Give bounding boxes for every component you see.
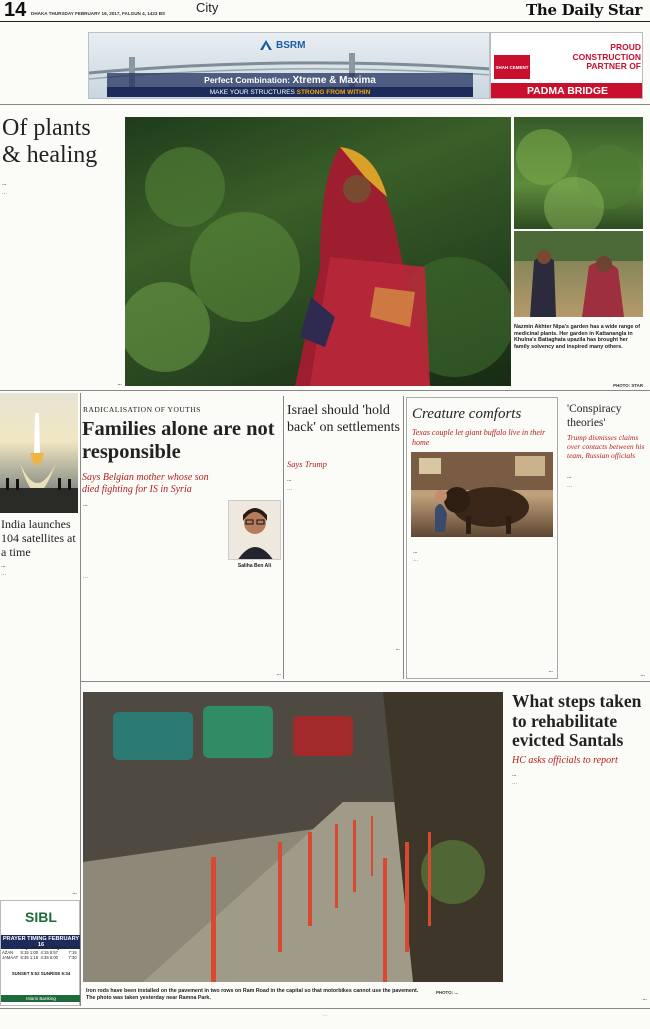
shah-copy-1: PROUD	[610, 42, 641, 52]
conspiracy-deck: Trump dismisses claims over contacts between his team, Russian officials	[567, 433, 645, 460]
prayer-cell: 4:35	[40, 955, 49, 960]
page-header	[0, 0, 650, 22]
israel-see-page: …	[395, 646, 400, 651]
section-title: City	[196, 0, 219, 15]
prayer-cell: AZAN	[2, 950, 14, 955]
lead-inset-photo-2	[514, 231, 643, 317]
conspiracy-body: …	[567, 483, 573, 489]
isro-see-page: …	[72, 890, 77, 895]
prayer-cell: 5:35	[20, 955, 29, 960]
radical-see-page: …	[276, 671, 281, 676]
lead-headline	[2, 115, 127, 169]
creature-see-page: …	[548, 668, 553, 673]
conspiracy-byline: …	[567, 474, 572, 479]
isro-body: …	[1, 571, 7, 577]
prayer-col-head: Zohr	[30, 945, 40, 950]
prayer-cell: 6:00	[49, 955, 59, 960]
conspiracy-see-page: …	[640, 672, 645, 677]
santals-deck: HC asks officials to report	[512, 755, 618, 766]
lead-byline: …	[2, 181, 7, 186]
bsrm-tagline-1-bold: Xtreme & Maxima	[292, 75, 376, 86]
garden-inset-1	[514, 117, 643, 229]
santals-see-page: …	[642, 996, 647, 1001]
prayer-col-head: Maghrib	[51, 945, 68, 950]
shah-cement-ad[interactable]	[490, 32, 643, 99]
santals-byline: …	[512, 772, 517, 777]
radical-byline: …	[83, 502, 88, 507]
bsrm-tagline-2	[107, 87, 473, 97]
israel-body: …	[287, 486, 293, 492]
shah-logo-text: SHAH CEMENT	[495, 64, 529, 70]
creature-headline: Creature comforts	[412, 406, 522, 422]
shah-padma: PADMA BRIDGE	[491, 83, 643, 99]
prayer-col-head: Fajr	[21, 945, 30, 950]
lead-photo-credit: PHOTO: STAR	[613, 383, 643, 388]
prayer-cell: 7:15	[68, 950, 77, 955]
lead-main-photo	[125, 117, 511, 386]
radical-kicker: RADICALISATION OF YOUTHS	[83, 405, 201, 414]
bsrm-tagline-2-plain: MAKE YOUR STRUCTURES	[209, 88, 297, 96]
shah-copy-2: CONSTRUCTION	[572, 51, 641, 62]
bsrm-brand: BSRM	[276, 39, 306, 51]
saliha-portrait	[228, 500, 281, 560]
radical-body: …	[83, 574, 89, 580]
lead-inset-photo-1	[514, 117, 643, 229]
bsrm-logo	[259, 39, 305, 51]
portrait-figure	[229, 501, 281, 560]
lead-caption: Nazmin Akhter Nipa's garden has a wide range of medicinal plants. Her garden in Kattanangla in Khulna's Batiaghata upazila has brought her family solvency and inspired many others.	[514, 324, 640, 350]
street-caption: Iron rods have been installed on the pavement in two rows on Ram Road in the capital so that motorbikes cannot use the pavement. The photo was taken yesterday near Ramna Park.	[86, 988, 419, 1001]
buffalo-photo	[411, 452, 553, 537]
sun-times: SUNSET 5:52 SUNRISE 6:34	[11, 971, 71, 976]
pavement-scene	[83, 692, 503, 982]
prayer-col-head: Esha	[69, 945, 80, 950]
creature-body: …	[413, 557, 419, 563]
santals-headline: What steps taken to rehabilitate evicted Santals	[512, 691, 642, 750]
street-photo-credit: PHOTO: …	[436, 990, 459, 995]
creature-deck: Texas couple let giant buffalo live in their home	[412, 428, 546, 447]
bsrm-tagline-1-plain: Perfect Combination:	[204, 75, 293, 85]
isro-byline: …	[1, 563, 6, 568]
prayer-cell: 4:15	[40, 950, 49, 955]
radical-headline: Families alone are not responsible	[82, 418, 275, 463]
santals-body: …	[512, 780, 518, 786]
sibl-logo: SIBL	[25, 909, 57, 925]
prayer-cell: JAMAAT	[2, 955, 19, 960]
bsrm-logo-icon	[259, 39, 273, 51]
bsrm-tagline-1	[107, 73, 473, 88]
israel-byline: …	[287, 477, 292, 482]
portrait-caption: Saliha Ben Ali	[237, 563, 272, 569]
dateline: DHAKA THURSDAY FEBRUARY 16, 2017, FALGUN 4, 1423 BS	[31, 11, 166, 16]
lead-see-page: …	[117, 381, 122, 386]
buffalo-scene	[411, 452, 553, 537]
shah-copy	[537, 43, 641, 72]
rocket-launch	[0, 393, 78, 513]
conspiracy-headline: 'Conspiracy theories'	[567, 403, 622, 429]
creature-byline: …	[413, 549, 418, 554]
prayer-table	[2, 945, 80, 960]
prayer-cell: 1:00	[29, 950, 39, 955]
shah-copy-3: PARTNER OF	[586, 61, 641, 71]
shah-logo	[494, 55, 530, 79]
prayer-cell: 5:15	[20, 950, 29, 955]
prayer-title: PRAYER TIMING FEBRUARY 16	[2, 936, 80, 948]
masthead: The Daily Star	[526, 1, 643, 19]
lead-headline-line1: Of plants	[2, 115, 91, 141]
isro-photo	[0, 393, 78, 513]
page-number: 14	[4, 0, 27, 21]
prayer-row	[2, 955, 80, 960]
garden-inset-2	[514, 231, 643, 317]
garden-scene	[125, 117, 511, 386]
bsrm-tagline-2-bold: STRONG FROM WITHIN	[296, 88, 371, 96]
lead-body: …	[2, 190, 8, 196]
bsrm-ad[interactable]	[88, 32, 490, 99]
street-photo	[83, 692, 503, 982]
prayer-cell: 5:57	[49, 950, 59, 955]
prayer-cell: 7:30	[68, 955, 77, 960]
prayer-cell: 1:15	[29, 955, 39, 960]
radical-deck: Says Belgian mother whose son died fighting for IS in Syria	[82, 472, 209, 495]
prayer-timing-box	[0, 900, 80, 1006]
prayer-footer: Islami Banking	[1, 995, 81, 1002]
israel-deck: Says Trump	[287, 459, 327, 469]
prayer-col-head: Asr	[41, 945, 49, 950]
lead-headline-line2: & healing	[2, 142, 98, 168]
imprint-footer: …	[322, 1012, 328, 1017]
isro-headline: India launches 104 satellites at a time	[1, 517, 76, 559]
israel-headline: Israel should 'hold back' on settlements	[287, 403, 400, 435]
